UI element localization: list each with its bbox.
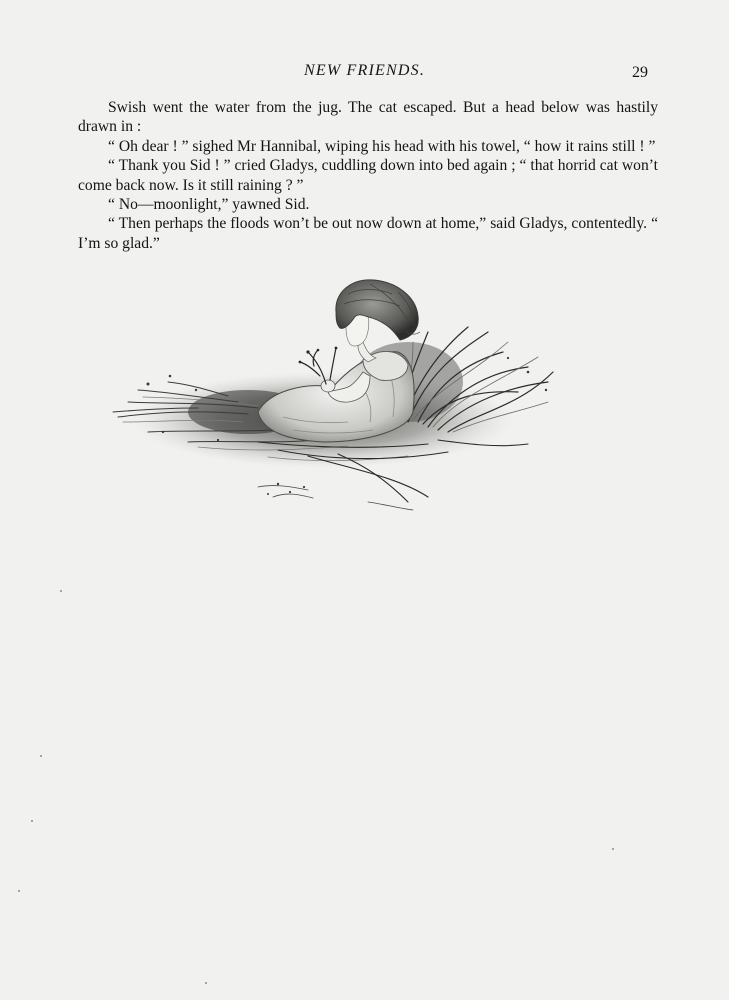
paper-speck (40, 755, 42, 757)
paper-speck (60, 590, 62, 592)
paragraph: “ Then perhaps the floods won’t be out now down at home,” said Gladys, contentedly. “ I’m so glad.” (78, 215, 658, 252)
page-number: 29 (632, 64, 648, 81)
paragraph: Swish went the water from the jug. The cat escaped. But a head below was hastily drawn in : (78, 99, 658, 136)
paper-speck (205, 982, 207, 984)
paper-speck (31, 820, 33, 822)
paragraph: “ Thank you Sid ! ” cried Gladys, cuddling down into bed again ; “ that horrid cat won’t come back now. Is it still raining ? ” (78, 157, 658, 194)
paragraph: “ Oh dear ! ” sighed Mr Hannibal, wiping his head with his towel, “ how it rains still ! ” (108, 137, 656, 155)
child-in-grass-illustration (108, 272, 558, 512)
paragraph: “ No—moonlight,” yawned Sid. (108, 196, 310, 214)
running-title: NEW FRIENDS. (303, 62, 426, 79)
paper-speck (612, 848, 614, 850)
body-text (78, 98, 658, 253)
paper-speck (18, 890, 20, 892)
